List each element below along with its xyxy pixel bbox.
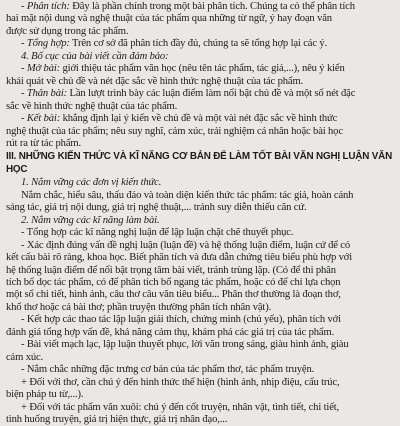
body-line: biện pháp tu từ,...). [6, 389, 84, 401]
body-line: khổ thơ hoặc cả bài thơ; phần truyện thường phân tích nhân vật). [6, 301, 272, 313]
term-text: khẳng định lại ý kiến về chủ đề và một vài nét đặc sắc về hình thức [60, 113, 338, 125]
section-heading: III. NHỮNG KIẾN THỨC VÀ KĨ NĂNG CƠ BẢN ĐỂ LÀM TỐT BÀI VĂN NGHỊ LUẬN VĂN HỌC [6, 151, 392, 175]
body-line: hệ thống luận điểm để nổi bật trọng tâm bài viết, tránh trùng lặp. (Có để thi phân [6, 264, 336, 276]
body-line: tình huống truyện, giá trị hiện thực, giá trị nhân đạo,... [6, 413, 228, 425]
paragraph-line: - Tổng hợp các kĩ năng nghị luận để lập luận chặt chẽ thuyết phục. [21, 227, 294, 239]
term-text: Trên cơ sở đã phân tích đầy đủ, chúng ta sẽ tổng hợp lại các ý. [69, 38, 328, 50]
term-label: - Tổng hợp: [21, 38, 70, 50]
paragraph-line: + Đối với thơ, cần chú ý đến hình thức thể hiện (hình ảnh, nhịp điệu, cấu trúc, [21, 376, 340, 388]
term-text: giới thiệu tác phẩm văn học (nêu tên tác phẩm, tác giả,...), nêu ý kiến [60, 63, 345, 75]
body-line: hai mặt nội dung và nghệ thuật của tác phẩm qua những từ ngữ, ý hay đoạn văn [6, 13, 332, 25]
term-label: - Mở bài: [21, 63, 61, 75]
paragraph-line: - Kết hợp các thao tác lập luận giải thích, chứng minh (chủ yếu), phân tích với [21, 314, 341, 326]
paragraph-line: - Xác định đúng vấn đề nghị luận (luận đề) và hệ thống luận điểm, luận cứ để có [21, 239, 350, 251]
body-line: cảm xúc. [6, 351, 44, 363]
body-line: sáng tác, giá trị nội dung, giá trị nghệ thuật,... tránh suy diễn thiếu căn cứ. [6, 202, 307, 214]
term-label: - Thân bài: [21, 88, 68, 100]
term-text: Lần lượt trình bày các luận điểm làm nổi bật chủ đề và một số nét đặc [67, 88, 356, 100]
term-label: - Kết bài: [21, 113, 61, 125]
body-line: một số chi tiết, hình ảnh, câu thơ câu văn tiêu biểu... Phân thơ thường là đoạn thơ, [6, 289, 341, 301]
paragraph-line: - Bài viết mạch lạc, lập luận thuyết phục, lời văn trong sáng, giàu hình ảnh, giàu [21, 339, 349, 351]
paragraph-line [6, 1, 392, 13]
body-line: tích bố dọc tác phẩm, có để phân tích bổ ngang tác phẩm, hoặc có để chỉ lựa chọn [6, 276, 341, 288]
term-text: Đây là phần chính trong một bài phân tích. Chúng ta cỏ thể phân tích [69, 1, 355, 12]
paragraph-line [6, 63, 392, 75]
paragraph-line: Nắm chắc, hiểu sâu, thấu đáo và toàn diện kiến thức tác phẩm: tác giả, hoàn cảnh [21, 189, 354, 201]
body-line: khái quát về chủ đề và nét đặc sắc về hình thức nghệ thuật của tác phẩm. [6, 75, 304, 87]
body-line: kết cấu bài rõ ràng, khoa học. Biết phân tích và đưa dẫn chứng tiêu biểu phù hợp với [6, 252, 353, 264]
paragraph-line [6, 113, 392, 125]
body-line: nghệ thuật của tác phẩm; nêu suy nghĩ, cảm xúc, trải nghiệm cá nhân hoặc bài học [6, 125, 343, 137]
paragraph-line: 2. Nắm vững các kĩ năng làm bài. [21, 214, 160, 226]
paragraph-line: - Nắm chắc những đặc trưng cơ bản của tác phẩm thơ, tác phẩm truyện. [21, 364, 315, 376]
body-line: đánh giá tổng hợp vấn đề, khả năng cảm thụ, khám phá các giá trị của tác phẩm. [6, 326, 335, 338]
paragraph-line: + Đối với tác phẩm văn xuôi: chú ý đến cốt truyện, nhân vật, tình tiết, chi tiết, [21, 401, 340, 413]
paragraph-line: 4. Bố cục của bài viết cần đảm bảo: [21, 50, 169, 62]
body-line: rút ra từ tác phẩm. [6, 137, 81, 149]
paragraph-line [6, 88, 392, 100]
paragraph-line [6, 38, 392, 50]
body-line: được sử dụng trong tác phẩm. [6, 25, 129, 37]
paragraph-line: 1. Nắm vững các đơn vị kiến thức. [21, 177, 162, 189]
body-line: sắc về hình thức nghệ thuật của tác phẩm. [6, 100, 178, 112]
term-label: - Phân tích: [21, 1, 70, 12]
